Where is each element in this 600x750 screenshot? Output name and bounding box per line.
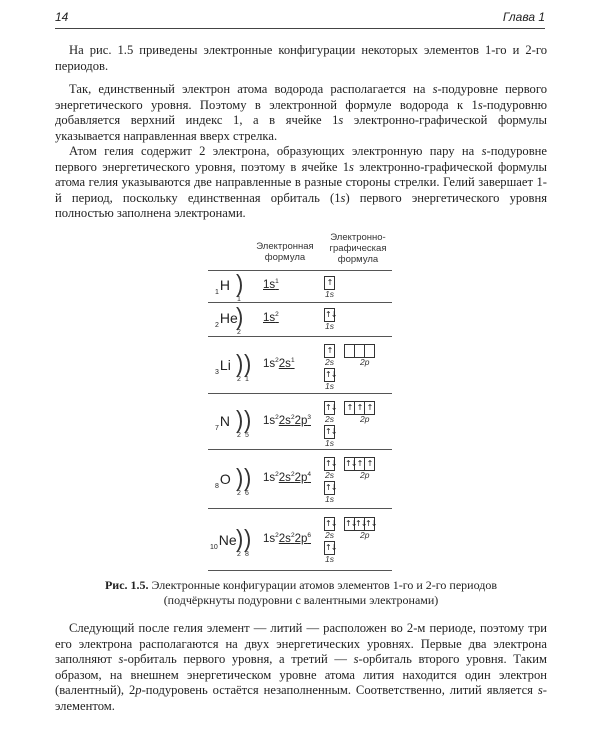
shell-electron-count: 5 — [245, 432, 249, 439]
text-run: -подуровень остаётся незаполненным. Соответственно, литий является — [141, 683, 538, 698]
label-1s: 1s — [325, 289, 334, 299]
atomic-number: 10 — [210, 543, 218, 551]
shell-electron-count: 8 — [245, 550, 249, 558]
shell-electron-count: 2 — [237, 489, 241, 497]
text-run: -подуровне первого энергетического уровня, поэтому в ячейке 1 — [55, 144, 547, 174]
atomic-number: 1 — [215, 289, 219, 296]
orbital-1s — [324, 481, 335, 495]
orbital-cell: ↑↓ — [355, 519, 367, 528]
label-1s: 1s — [325, 438, 334, 448]
label-1s: 1s — [325, 381, 334, 391]
label-2s: 2s — [325, 530, 334, 540]
orbital-cell: ↑↓ — [325, 483, 337, 492]
shell-electron-count: 1 — [245, 375, 249, 383]
element-symbol — [210, 531, 237, 551]
orbital-2s — [324, 457, 335, 471]
label-2s: 2s — [325, 357, 334, 367]
shell-electron-count: 2 — [237, 375, 241, 383]
paragraph-3 — [55, 144, 547, 222]
italic-term: s — [481, 144, 487, 158]
orbital-1s — [324, 276, 335, 290]
shell-arc: ) — [244, 462, 252, 492]
label-1s: 1s — [325, 554, 334, 564]
element-symbol — [215, 277, 231, 296]
electron-formula — [263, 472, 311, 485]
italic-term: s — [349, 159, 354, 174]
shell-arc: ) — [244, 348, 252, 378]
symbol-text: O — [219, 470, 231, 487]
italic-term: s — [118, 652, 124, 667]
formula-term: $2p^3$ — [294, 414, 311, 427]
electron-formula — [263, 414, 311, 427]
italic-term: p — [135, 683, 142, 698]
italic-term: s — [353, 652, 359, 667]
orbital-cell: ↑↓ — [365, 519, 377, 528]
label-2s: 2s — [325, 414, 334, 424]
orbital-cell: ↑ — [355, 402, 365, 414]
formula-term: $1s^2$ — [263, 471, 279, 485]
orbital-cell: ↑↓ — [325, 519, 337, 528]
paragraph-2 — [55, 82, 547, 144]
text-run: -орбиталь второго уровня. Таким образом, на внешнем энергетическом уровне атома лития находится один электрон (валентный), 2 — [55, 652, 548, 698]
shell-electron-count: 2 — [237, 550, 241, 558]
caption-label: Рис. 1.5. — [104, 578, 149, 592]
symbol-text: He — [219, 310, 238, 326]
orbital-cell: ↑ — [326, 346, 333, 355]
orbital-cell — [345, 345, 355, 357]
text-run: электронно-графической формулы атома гелия указываются две направленные в разные стороны стрелки. Гелий завершает 1-й период, поскольку единственная орбиталь (1 — [55, 159, 547, 205]
orbital-cell: ↑↓ — [325, 370, 337, 379]
orbital-1s — [324, 541, 335, 555]
orbital-cell: ↑ — [355, 458, 365, 470]
orbital-cell: ↑ — [326, 278, 333, 287]
page-number: 14 — [55, 10, 69, 24]
formula-term: $1s^2$ — [263, 357, 279, 371]
shell-electron-count: 2 — [237, 329, 241, 336]
shell-electron-count: 1 — [237, 296, 241, 303]
orbital-cell: ↑ — [345, 402, 355, 414]
label-2p: 2p — [360, 530, 370, 540]
italic-term: s — [338, 113, 344, 128]
orbital-2s — [324, 344, 335, 358]
orbital-2p — [344, 517, 375, 531]
italic-term: s — [340, 190, 346, 205]
electron-formula — [263, 358, 295, 371]
symbol-text: Li — [219, 356, 231, 373]
figure-caption — [55, 578, 547, 608]
shell-arc: ) — [236, 269, 244, 298]
formula-term: $2s^2$ — [278, 414, 295, 427]
formula-term: $1s^2$ — [263, 311, 279, 324]
element-symbol — [215, 413, 231, 432]
orbital-cell: ↑↓ — [345, 519, 357, 528]
text-run: -орбиталь первого уровня, а третий — — [123, 652, 354, 667]
row-divider — [208, 393, 392, 394]
formula-term: $2s^1$ — [278, 357, 295, 371]
shell-arc: ) — [244, 523, 252, 553]
orbital-cell: ↑↓ — [345, 459, 357, 468]
text-run: -подуровню добавляется верхний индекс 1, а в ячейке 1 — [55, 97, 547, 128]
formula-term: $1s^2$ — [263, 414, 279, 427]
formula-term: $1s^2$ — [263, 532, 279, 546]
column-header-graphic: Электронно- графическая формула — [329, 232, 387, 265]
italic-term: s — [477, 97, 483, 112]
orbital-2p — [344, 457, 375, 471]
row-divider — [208, 449, 392, 450]
orbital-2p — [344, 344, 375, 358]
text-run: электронно-графической формулы указывается направленная вверх стрелка. — [55, 113, 547, 143]
caption-line-2: (подчёркнуты подуровни с валентными электронами) — [163, 593, 439, 607]
orbital-cell: ↑ — [366, 403, 373, 412]
text-run: Следующий после гелия элемент — литий — расположен во 2-м периоде, поэтому три его электрона располагаются на двух энергетических уровнях. Первые два электрона заполняют — [55, 621, 547, 667]
text-run: -подуровне первого энергетического уровня. Поэтому в электронной формуле водорода к 1 — [55, 82, 547, 112]
text-run: ) первого энергетического уровня полностью заполнена электронами. — [55, 190, 548, 221]
text-run: Атом гелия содержит 2 электрона, образующих электронную пару на — [69, 144, 482, 158]
caption-line-1: Электронные конфигурации атомов элементов 1-го и 2-го периодов — [148, 578, 498, 592]
orbital-cell — [355, 345, 365, 357]
shell-electron-count: 6 — [245, 489, 249, 497]
symbol-text: Ne — [218, 531, 237, 548]
orbital-1s — [324, 368, 335, 382]
orbital-2s — [324, 401, 335, 415]
element-symbol — [215, 470, 231, 490]
orbital-cell — [365, 345, 374, 357]
paragraph-1: На рис. 1.5 приведены электронные конфигурации некоторых элементов 1-го и 2-го периодов. — [55, 43, 547, 73]
element-symbol — [215, 310, 238, 329]
orbital-2s — [324, 517, 335, 531]
atomic-number: 8 — [215, 482, 219, 490]
shell-arc: ) — [244, 405, 252, 434]
orbital-2p — [344, 401, 375, 415]
italic-term: s — [537, 683, 543, 698]
text-run: Так, единственный электрон атома водорода располагается на — [69, 82, 433, 96]
shell-electron-count: 2 — [237, 432, 241, 439]
row-divider — [208, 508, 392, 509]
label-2p: 2p — [360, 470, 370, 480]
chapter-title: Глава 1 — [502, 10, 545, 24]
shell-arc: ) — [236, 405, 244, 434]
atomic-number: 2 — [215, 322, 219, 329]
orbital-cell: ↑↓ — [325, 543, 337, 552]
orbital-cell: ↑↓ — [325, 403, 337, 412]
orbital-cell: ↑↓ — [325, 459, 337, 468]
symbol-text: N — [219, 413, 231, 429]
shell-arc: ) — [236, 348, 244, 378]
shell-arc: ) — [236, 462, 244, 492]
orbital-cell: ↑↓ — [325, 427, 337, 436]
row-divider — [208, 336, 392, 337]
orbital-cell: ↑ — [366, 459, 373, 468]
label-1s: 1s — [325, 321, 334, 331]
symbol-text: H — [219, 277, 231, 293]
shell-arc: ) — [236, 523, 244, 553]
formula-term: $2p^4$ — [294, 471, 311, 485]
label-1s: 1s — [325, 494, 334, 504]
row-divider — [208, 570, 392, 571]
formula-term: $2s^2$ — [278, 471, 295, 485]
label-2s: 2s — [325, 470, 334, 480]
formula-term: $1s^1$ — [263, 278, 279, 291]
shell-arc: ) — [236, 302, 244, 331]
orbital-cell: ↑↓ — [325, 310, 337, 319]
label-2p: 2p — [360, 414, 370, 424]
text-run: -элементом. — [55, 683, 547, 713]
orbital-1s — [324, 308, 335, 322]
electron-formula — [263, 311, 279, 324]
page-header — [55, 10, 545, 29]
electron-formula — [263, 278, 279, 291]
atomic-number: 7 — [215, 425, 219, 432]
atomic-number: 3 — [215, 368, 219, 376]
italic-term: s — [432, 82, 438, 96]
label-2p: 2p — [360, 357, 370, 367]
formula-term: $2s^2$ — [278, 532, 295, 546]
orbital-1s — [324, 425, 335, 439]
element-symbol — [215, 356, 231, 376]
electron-formula — [263, 533, 311, 546]
formula-term: $2p^6$ — [294, 532, 311, 546]
column-header-formula: Электронная формула — [256, 241, 314, 263]
paragraph-4 — [55, 621, 547, 715]
